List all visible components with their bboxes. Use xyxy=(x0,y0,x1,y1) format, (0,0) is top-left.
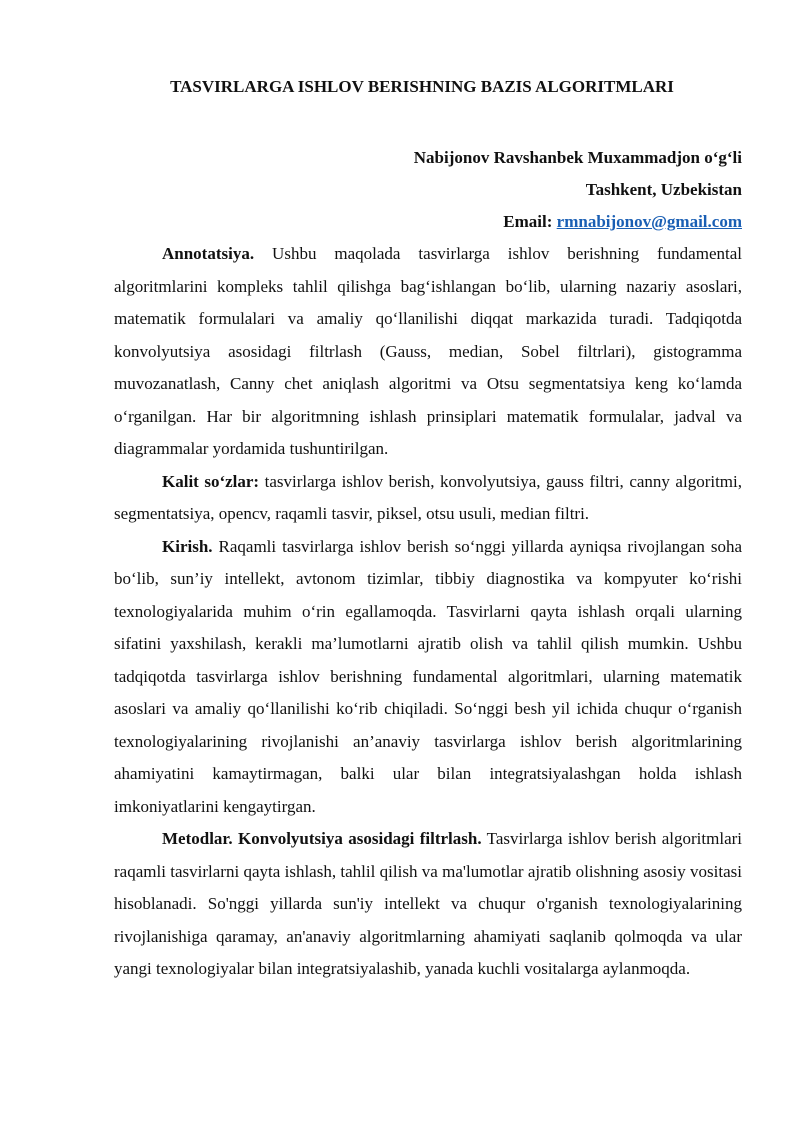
paper-title: TASVIRLARGA ISHLOV BERISHNING BAZIS ALGORITMLARI xyxy=(170,77,674,96)
methods-text: Tasvirlarga ishlov berish algoritmlari raqamli tasvirlarni qayta ishlash, tahlil qilish va ma'lumotlar ajratib olishning asosiy vositasi hisoblanadi. So'nggi yillarda sun'iy intellekt va chuqur o'rganish texnologiyalarining rivojlanishiga qaramay, an'anaviy algoritmlarning ahamiyati saqlanib qolmoqda va ular yangi texnologiyalar bilan integratsiyalashib, yanada kuchli vositalarga aylanmoqda. xyxy=(114,829,742,978)
author-email-line xyxy=(114,206,742,238)
introduction-text: Raqamli tasvirlarga ishlov berish so‘nggi yillarda ayniqsa rivojlangan soha bo‘lib, sun’iy intellekt, avtonom tizimlar, tibbiy diagnostika va kompyuter ko‘rishi texnologiyalarida muhim o‘rin egallamoqda. Tasvirlarni qayta ishlash orqali ularning sifatini yaxshilash, kerakli ma’lumotlarni ajratib olish va tahlil qilish mumkin. Ushbu tadqiqotda tasvirlarga ishlov berishning fundamental algoritmlari, ularning matematik asoslari va amaliy qo‘llanilishi ko‘rib chiqiladi. So‘nggi besh yil ichida chuqur o‘rganish texnologiyalarining rivojlanishi an’anaviy tasvirlarga ishlov berish algoritmlarining ahamiyatini kamaytirmagan, balki ular bilan integratsiyalashgan holda ishlash imkoniyatlarini kengaytirgan. xyxy=(114,536,742,816)
abstract-text: Ushbu maqolada tasvirlarga ishlov berishning fundamental algoritmlarini kompleks tahlil qilishga bag‘ishlangan bo‘lib, ularning nazariy asoslari, matematik formulalari va amaliy qo‘llanilishi diqqat markazida turadi. Tadqiqotda konvolyutsiya asosidagi filtrlash (Gauss, median, Sobel filtrlari), gistogramma muvozanatlash, Canny chet aniqlash algoritmi va Otsu segmentatsiya keng ko‘lamda o‘rganilgan. Har bir algoritmning ishlash prinsiplari matematik formulalar, jadval va diagrammalar yordamida tushuntirilgan. xyxy=(114,244,742,458)
introduction-paragraph xyxy=(114,531,742,824)
keywords-paragraph xyxy=(114,466,742,531)
author-block xyxy=(114,142,742,238)
abstract-heading: Annotatsiya. xyxy=(162,244,255,263)
author-name: Nabijonov Ravshanbek Muxammadjon o‘g‘li xyxy=(413,148,742,167)
author-location: Tashkent, Uzbekistan xyxy=(585,180,742,199)
methods-paragraph xyxy=(114,823,742,986)
keywords-text: tasvirlarga ishlov berish, konvolyutsiya, gauss filtri, canny algoritmi, segmentatsiya, opencv, raqamli tasvir, piksel, otsu usuli, median filtri. xyxy=(114,471,742,523)
introduction-heading: Kirish. xyxy=(162,536,213,556)
methods-heading: Metodlar. Konvolyutsiya asosidagi filtrlash. xyxy=(162,829,482,848)
email-link[interactable]: rmnabijonov@gmail.com xyxy=(556,212,742,231)
abstract-paragraph xyxy=(114,238,742,466)
keywords-heading: Kalit so‘zlar: xyxy=(162,471,260,491)
email-label: Email: xyxy=(503,212,557,231)
